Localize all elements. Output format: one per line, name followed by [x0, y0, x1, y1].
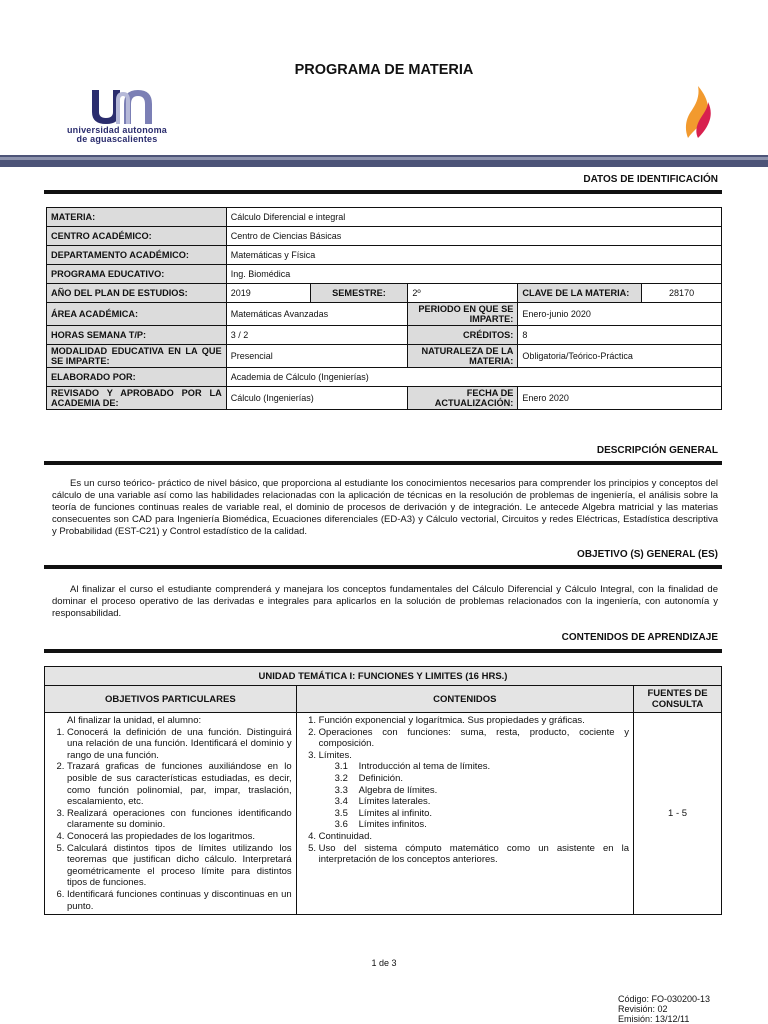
- clave-label: CLAVE DE LA MATERIA:: [518, 284, 642, 303]
- list-item: 1. Función exponencial y logarítmica. Sus propiedades y gráficas.: [319, 715, 629, 727]
- depto-label: DEPARTAMENTO ACADÉMICO:: [47, 246, 227, 265]
- section-rule: [44, 461, 722, 465]
- elaborado-label: ELABORADO POR:: [47, 368, 227, 387]
- list-item: 4. Conocerá las propiedades de los logaritmos.: [67, 831, 292, 843]
- semestre-label: SEMESTRE:: [310, 284, 408, 303]
- fecha-label: FECHA DE ACTUALIZACIÓN:: [408, 387, 518, 410]
- col-objetivos-header: OBJETIVOS PARTICULARES: [45, 686, 297, 713]
- header-band-highlight: [0, 157, 768, 160]
- list-item: 1. Conocerá la definición de una función. Distinguirá una relación de una función. Identificará el dominio y rango de una función.: [67, 727, 292, 762]
- revisado-label: REVISADO Y APROBADO POR LA ACADEMIA DE:: [47, 387, 227, 410]
- table-row: [45, 686, 722, 713]
- creditos-value: 8: [518, 326, 722, 345]
- naturaleza-label: NATURALEZA DE LA MATERIA:: [408, 345, 518, 368]
- section-rule: [44, 649, 722, 653]
- objetivos-list: [49, 727, 292, 913]
- materia-label: MATERIA:: [47, 208, 227, 227]
- periodo-label: PERIODO EN QUE SE IMPARTE:: [408, 303, 518, 326]
- list-item: 4. Continuidad.: [319, 831, 629, 843]
- naturaleza-value: Obligatoria/Teórico-Práctica: [518, 345, 722, 368]
- programa-label: PROGRAMA EDUCATIVO:: [47, 265, 227, 284]
- page-number: 1 de 3: [371, 958, 397, 968]
- depto-value: Matemáticas y Física: [226, 246, 721, 265]
- elaborado-value: Academia de Cálculo (Ingenierías): [226, 368, 721, 387]
- emision-text: Emisión: 13/12/11: [618, 1014, 690, 1024]
- limites-sublist: [319, 761, 629, 831]
- section-descripcion-title: DESCRIPCIÓN GENERAL: [596, 445, 718, 456]
- programa-value: Ing. Biomédica: [226, 265, 721, 284]
- table-row: [47, 246, 722, 265]
- university-name-line2: de aguascalientes: [76, 134, 158, 144]
- objetivos-cell: [45, 713, 297, 915]
- codigo-text: Código: FO-030200-13: [618, 994, 711, 1004]
- revision-text: Revisión: 02: [618, 1004, 668, 1014]
- section-contenidos-title: CONTENIDOS DE APRENDIZAJE: [561, 632, 718, 643]
- area-value: Matemáticas Avanzadas: [226, 303, 408, 326]
- contenidos-list: [301, 715, 629, 866]
- objetivo-text: [52, 584, 718, 620]
- university-name: [52, 126, 182, 144]
- list-item: 5. Uso del sistema cómputo matemático como un asistente en la interpretación de los conceptos anteriores.: [319, 843, 629, 866]
- section-rule: [44, 565, 722, 569]
- descripcion-text: [52, 478, 718, 538]
- anio-label: AÑO DEL PLAN DE ESTUDIOS:: [47, 284, 227, 303]
- list-item: 2. Operaciones con funciones: suma, resta, producto, cociente y composición.: [319, 727, 629, 750]
- semestre-value: 2º: [408, 284, 518, 303]
- list-item: 2. Trazará graficas de funciones auxiliándose en lo posible de sus características estudiadas, es decir, como función polinomial, par, impar, traslación, escalamiento, etc.: [67, 761, 292, 807]
- unidad-title: UNIDAD TEMÁTICA I: FUNCIONES Y LIMITES (16 HRS.): [45, 667, 722, 686]
- centro-label: CENTRO ACADÉMICO:: [47, 227, 227, 246]
- table-row: [47, 368, 722, 387]
- page-title: PROGRAMA DE MATERIA: [294, 62, 474, 78]
- identification-table: [46, 207, 722, 410]
- list-item: 3.4 Límites laterales.: [334, 796, 431, 808]
- periodo-value: Enero-junio 2020: [518, 303, 722, 326]
- horas-label: HORAS SEMANA T/P:: [47, 326, 227, 345]
- list-item: [319, 750, 629, 831]
- list-item: 3. Realizará operaciones con funciones identificando claramente su dominio.: [67, 808, 292, 831]
- list-item: 5. Calculará distintos tipos de límites utilizando los teoremas que justifican dicho cálculo. Interpretará geométricamente el proceso límite para distintos tipos de funciones.: [67, 843, 292, 889]
- fuentes-cell: 1 - 5: [634, 713, 722, 915]
- revisado-value: Cálculo (Ingenierías): [226, 387, 408, 410]
- anio-value: 2019: [226, 284, 310, 303]
- modalidad-value: Presencial: [226, 345, 408, 368]
- university-name-line1: universidad autonoma: [66, 125, 168, 135]
- list-item: 3.1 Introducción al tema de límites.: [334, 761, 491, 773]
- contenidos-table: [44, 666, 722, 915]
- creditos-label: CRÉDITOS:: [408, 326, 518, 345]
- table-row: [47, 227, 722, 246]
- fecha-value: Enero 2020: [518, 387, 722, 410]
- table-row: [47, 265, 722, 284]
- uaa-logo-icon: [88, 86, 158, 128]
- contenido-limites: Límites.: [318, 749, 352, 761]
- list-item: 3.2 Definición.: [334, 772, 403, 784]
- col-fuentes-header: FUENTES DE CONSULTA: [634, 686, 722, 713]
- objetivos-intro: Al finalizar la unidad, el alumno:: [67, 715, 202, 726]
- table-row: [47, 284, 722, 303]
- document-code: [618, 994, 710, 1024]
- objetivo-paragraph: Al finalizar el curso el estudiante comprenderá y manejara los conceptos fundamentales del Cálculo Diferencial y Cálculo Integral, con la finalidad de dominar el proceso operativo de las derivadas e integrales para aplicarlos en la solución de problemas relacionados con la ingeniería, con autonomía y responsabilidad.: [52, 584, 718, 619]
- descripcion-paragraph: Es un curso teórico- práctico de nivel básico, que proporciona al estudiante los conocimientos necesarios para comprender los principios y conceptos del cálculo de una variable así como las habilidades relacionadas con la aplicación de técnicas en la resolución de problemas de ingeniería, el análisis sobre la teoría de funciones continuas reales de variable real, el dominio de procesos de derivación y de integración. Le antecede Algebra matricial y las materias consecuentes son CAD para Ingeniería Biomédica, Ecuaciones diferenciales (ED-A3) y Cálculo vectorial, Circuitos y redes Eléctricas, Estadística descriptiva y Probabilidad (EST-C21) y Control estadístico de la calidad.: [52, 478, 718, 537]
- table-row: [47, 208, 722, 227]
- flame-logo-icon: [678, 84, 714, 140]
- section-rule: [44, 190, 722, 194]
- col-contenidos-header: CONTENIDOS: [296, 686, 633, 713]
- list-item: 3.3 Algebra de límites.: [334, 784, 438, 796]
- list-item: 6. Identificará funciones continuas y discontinuas en un punto.: [67, 889, 292, 912]
- table-row: [47, 345, 722, 368]
- contenidos-cell: [296, 713, 633, 915]
- table-row: [47, 387, 722, 410]
- area-label: ÁREA ACADÉMICA:: [47, 303, 227, 326]
- list-item: 3.5 Límites al infinito.: [334, 807, 433, 819]
- section-objetivo-title: OBJETIVO (S) GENERAL (ES): [577, 549, 718, 560]
- section-datos-title: DATOS DE IDENTIFICACIÓN: [583, 174, 718, 185]
- horas-value: 3 / 2: [226, 326, 408, 345]
- clave-value: 28170: [642, 284, 722, 303]
- centro-value: Centro de Ciencias Básicas: [226, 227, 721, 246]
- modalidad-label: MODALIDAD EDUCATIVA EN LA QUE SE IMPARTE:: [47, 345, 227, 368]
- table-row: [45, 713, 722, 915]
- list-item: 3.6 Límites infinitos.: [334, 819, 427, 831]
- materia-value: Cálculo Diferencial e integral: [226, 208, 721, 227]
- table-row: [45, 667, 722, 686]
- table-row: [47, 303, 722, 326]
- table-row: [47, 326, 722, 345]
